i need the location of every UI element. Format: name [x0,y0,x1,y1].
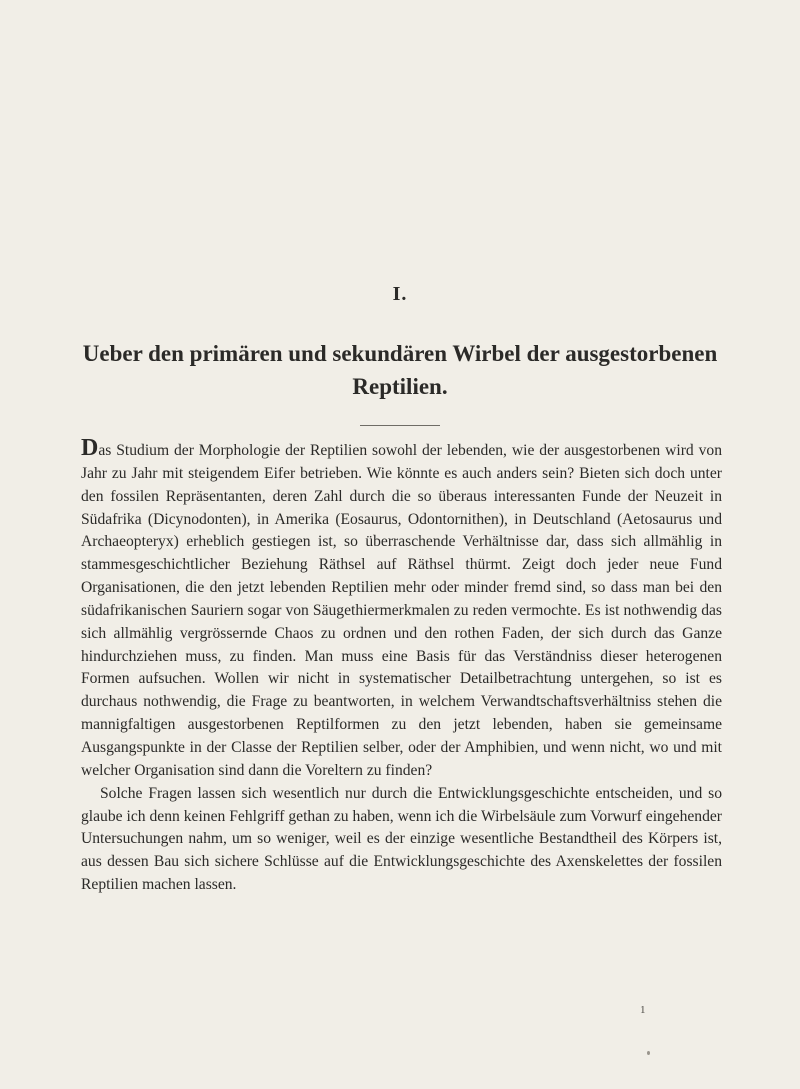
paper-speck [647,1051,650,1055]
paragraph-1 [81,435,722,783]
chapter-title [60,337,740,403]
paragraph-2: Solche Fragen lassen sich wesentlich nur durch die Entwicklungsgeschichte entscheiden, und so glaube ich denn keinen Fehlgriff gethan zu haben, wenn ich die Wirbelsäule zum Vorwurf eingehender Untersuchungen nahm, um so weniger, weil es der einzige wesentliche Bestandtheil des Körpers ist, aus dessen Bau sich sichere Schlüsse auf die Entwicklungsgeschichte des Axenskelettes der fossilen Reptilien machen lassen. [81,784,722,894]
chapter-number: I. [392,283,408,305]
title-divider [360,425,440,426]
paragraph-1-text: as Studium der Morphologie der Reptilien sowohl der lebenden, wie der ausgestorbenen wird von Jahr zu Jahr mit steigendem Eifer betrieben. Wie könnte es auch anders sein? Bieten sich doch unter den fossilen Repräsentanten, deren Zahl durch die so überaus interessanten Funde der Neuzeit in Südafrika (Dicynodonten), in Amerika (Eosaurus, Odontornithen), in Deutschland (Aetosaurus und Archaeopteryx) erheblich gestiegen ist, so überraschende Verhältnisse dar, dass sich allmählig in stammesgeschichtlicher Beziehung Räthsel auf Räthsel thürmt. Zeigt doch jeder neue Fund Organisationen, die den jetzt lebenden Reptilien mehr oder minder fremd sind, so dass man bei den südafrikanischen Sauriern sogar von Säugethiermerkmalen zu reden vermochte. Es ist nothwendig das sich allmählig vergrössernde Chaos zu ordnen und den rothen Faden, der sich durch das Ganze hindurchziehen muss, zu finden. Man muss eine Basis für das Verständniss dieser heterogenen Formen aufsuchen. Wollen wir nicht in systematischer Detailbetrachtung untergehen, so ist es durchaus nothwendig, die Frage zu beantworten, in welchem Verwandtschaftsverhältniss stehen die mannigfaltigen ausgestorbenen Reptilformen zu den jetzt lebenden, haben sie gemeinsame Ausgangspunkte in der Classe der Reptilien selber, oder der Amphibien, und wenn nicht, wo und mit welcher Organisation sind dann die Voreltern zu finden? [81,442,722,779]
initial-letter: D [81,435,99,461]
title-line-2: Reptilien. [352,374,448,399]
title-line-1: Ueber den primären und sekundären Wirbel der ausgestorbenen [82,341,718,366]
signature-mark: 1 [640,1004,646,1016]
body-text [81,435,722,897]
